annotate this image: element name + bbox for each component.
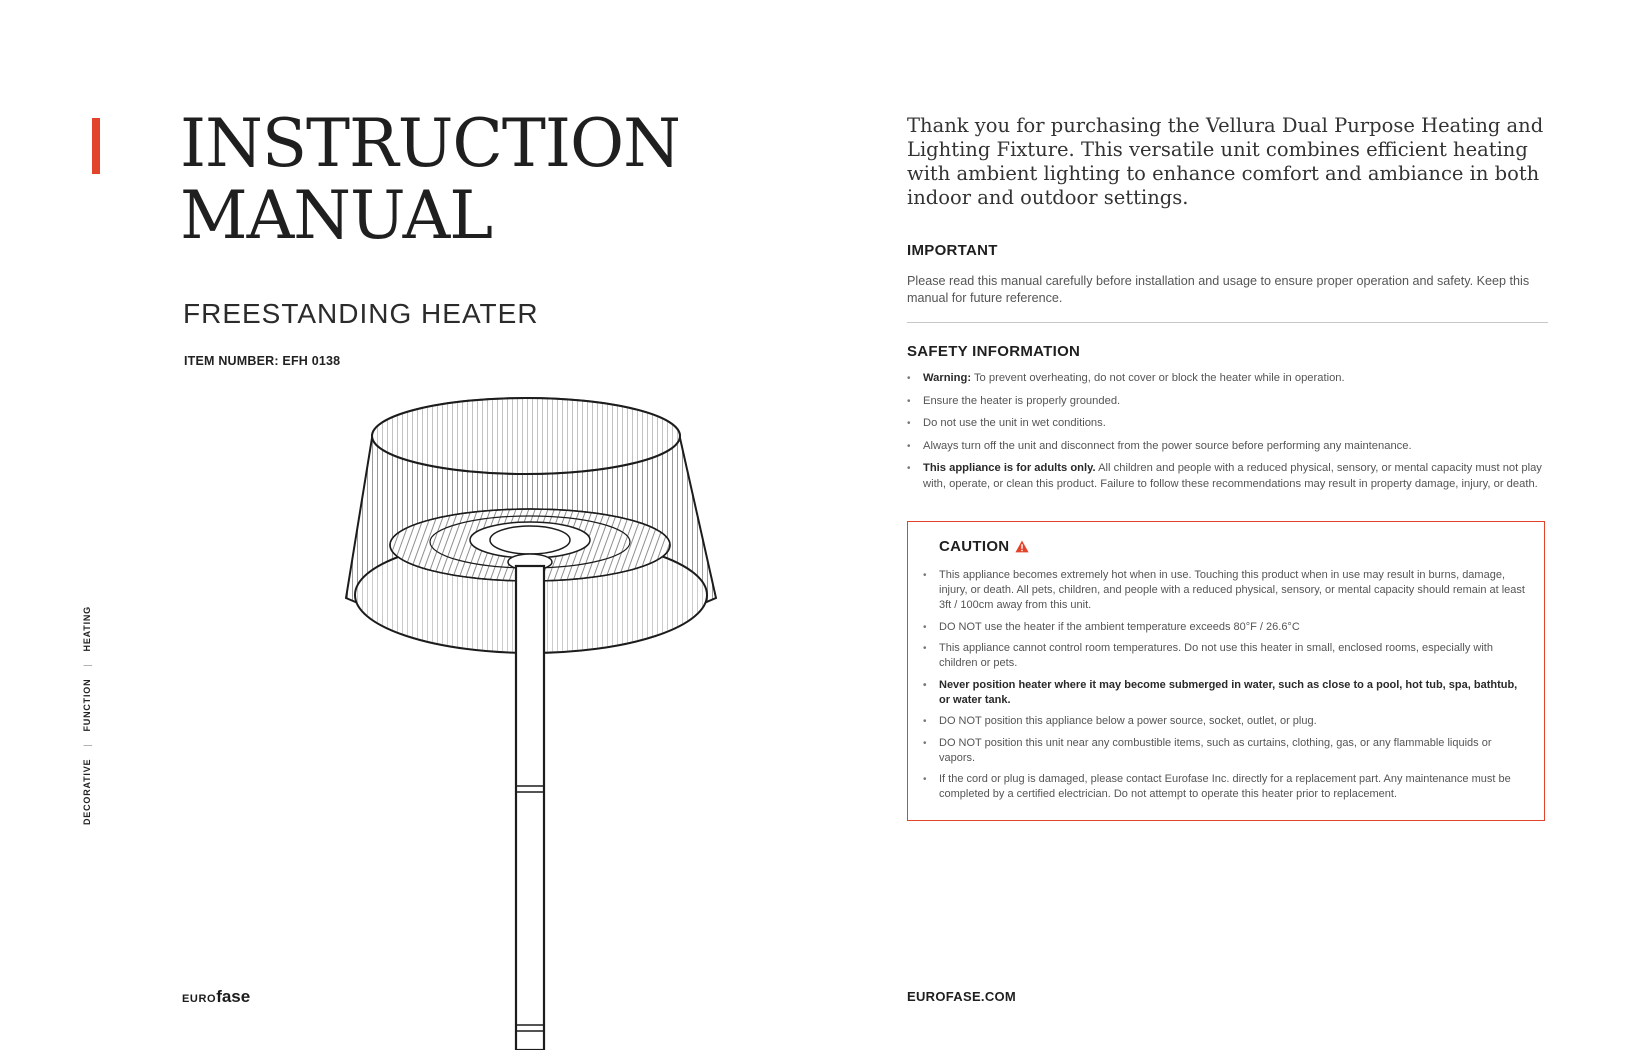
section-divider — [907, 322, 1548, 323]
freestanding-heater-lamp-icon — [320, 390, 720, 1050]
page-title — [180, 105, 680, 254]
safety-item — [907, 371, 1547, 387]
caution-item: • DO NOT use the heater if the ambient temperature exceeds 80°F / 26.6°C — [923, 620, 1529, 635]
safety-item — [907, 439, 1547, 455]
item-number: ITEM NUMBER: EFH 0138 — [184, 354, 341, 368]
caution-item: • This appliance cannot control room temperatures. Do not use this heater in small, enclosed rooms, especially with children or pets. — [923, 641, 1529, 671]
warning-triangle-icon — [1015, 540, 1029, 553]
caution-heading-text: CAUTION — [939, 538, 1010, 555]
tag-separator: | — [82, 663, 92, 667]
logo-suffix: fase — [216, 987, 251, 1006]
safety-heading: SAFETY INFORMATION — [907, 343, 1081, 360]
caution-item: • DO NOT position this unit near any combustible items, such as curtains, clothing, gas, or any flammable liquids or vapors. — [923, 736, 1529, 766]
caution-list — [923, 568, 1529, 809]
safety-item-text: All children and people with a reduced physical, sensory, or mental capacity must not play with, operate, or clean this product. Failure to follow these recommendations may result in property damage, injury, or death. — [923, 462, 1542, 490]
safety-item-lead: Warning: — [923, 372, 972, 384]
important-heading: IMPORTANT — [907, 242, 998, 259]
safety-item — [907, 461, 1547, 492]
product-subtitle: FREESTANDING HEATER — [183, 298, 539, 329]
website-link[interactable]: EUROFASE.COM — [907, 989, 1017, 1004]
intro-paragraph: Thank you for purchasing the Vellura Dual Purpose Heating and Lighting Fixture. This versatile unit combines efficient heating with ambient lighting to enhance comfort and ambiance in both indoor and outdoor settings. — [907, 114, 1544, 209]
caution-heading — [939, 538, 1029, 555]
tag-heating: HEATING — [82, 606, 92, 652]
caution-item: • Never position heater where it may become submerged in water, such as close to a pool, hot tub, spa, bathtub, or water tank. — [923, 678, 1529, 708]
logo-prefix: EURO — [182, 993, 217, 1005]
tag-decorative: DECORATIVE — [82, 758, 92, 825]
safety-item — [907, 416, 1547, 432]
important-text: Please read this manual carefully before installation and usage to ensure proper operation and safety. Keep this manual for future reference. — [907, 274, 1530, 305]
eurofase-logo — [182, 987, 250, 1007]
caution-item: • If the cord or plug is damaged, please contact Eurofase Inc. directly for a replacement part. Any maintenance must be completed by a certified electrician. Do not attempt to operate this heater prior to replacement. — [923, 772, 1529, 802]
title-line-1: INSTRUCTION — [180, 105, 680, 182]
title-line-2: MANUAL — [180, 177, 493, 254]
safety-list — [907, 371, 1547, 499]
tag-function: FUNCTION — [82, 678, 92, 732]
side-tags — [82, 606, 102, 825]
safety-item — [907, 394, 1547, 410]
safety-item-lead: This appliance is for adults only. — [923, 462, 1096, 474]
accent-bar — [92, 118, 100, 174]
caution-item: • This appliance becomes extremely hot when in use. Touching this product when in use may result in burns, damage, injury, or death. All pets, children, and people with a reduced physical, sensory, or mental capacity should remain at least 3ft / 100cm away from this unit. — [923, 568, 1529, 613]
caution-item: • DO NOT position this appliance below a power source, socket, outlet, or plug. — [923, 714, 1529, 729]
safety-item-text: Ensure the heater is properly grounded. — [923, 394, 1121, 407]
safety-item-text: Do not use the unit in wet conditions. — [923, 417, 1106, 429]
tag-separator: | — [82, 743, 92, 747]
safety-item-text: To prevent overheating, do not cover or block the heater while in operation. — [971, 372, 1345, 384]
safety-item-text: Always turn off the unit and disconnect from the power source before performing any maintenance. — [923, 439, 1412, 452]
